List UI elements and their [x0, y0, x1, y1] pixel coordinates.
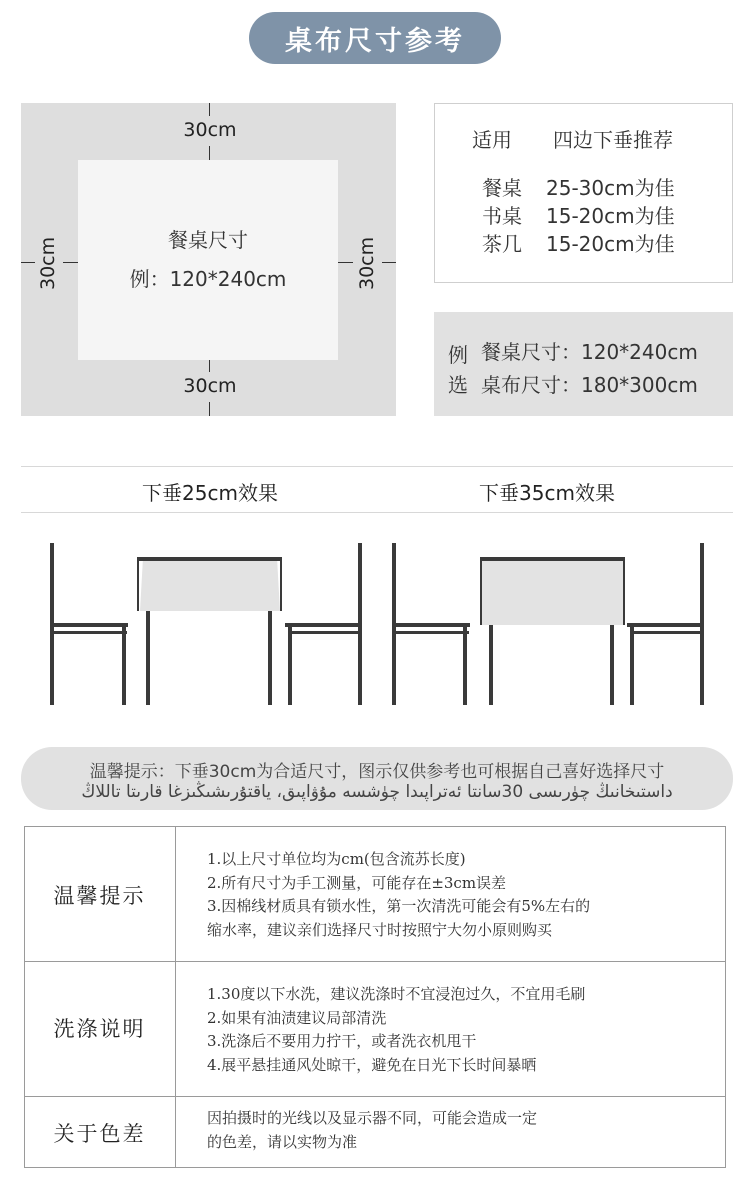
notes-line: 1.以上尺寸单位均为cm(包含流苏长度)	[207, 850, 466, 868]
table-top	[137, 557, 282, 561]
top-tick-lower	[209, 146, 210, 160]
top-margin-label: 30cm	[183, 119, 237, 141]
right-tick-inner	[338, 262, 353, 263]
drop-25-label: 下垂25cm效果	[142, 481, 278, 505]
recommend-header-apply: 适用	[472, 128, 512, 152]
notes-col-divider	[175, 826, 176, 1168]
notes-line: 4.展平悬挂通风处晾干，避免在日光下长时间暴晒	[207, 1055, 537, 1074]
example-cloth-size: 桌布尺寸：180*300cm	[481, 373, 698, 397]
notes-line: 2.如果有油渍建议局部清洗	[207, 1008, 387, 1027]
recommend-value: 15-20cm为佳	[546, 204, 675, 228]
notes-row-divider	[24, 961, 726, 962]
divider	[21, 512, 733, 513]
right-tick	[382, 262, 396, 263]
notes-line: 的色差，请以实物为准	[207, 1132, 358, 1151]
left-margin-label: 30cm	[37, 236, 59, 290]
recommend-value: 25-30cm为佳	[546, 176, 675, 200]
notes-line: 因拍摄时的光线以及显示器不同，可能会造成一定	[207, 1109, 538, 1127]
notes-tips-body	[207, 848, 590, 942]
cloth-edge	[480, 561, 482, 625]
tip-text-uyghur: داستىخانىڭ چۈرىسى 30سانتا ئەتراپىدا چۈشسە مۇۋاپىق، ياقتۇرىشىڭىزغا قارىتا تاللاڭ	[81, 782, 673, 802]
table-leg	[268, 611, 272, 705]
tip-text-chinese: 温馨提示：下垂30cm为合适尺寸，图示仅供参考也可根据自己喜好选择尺寸	[89, 762, 665, 782]
chair-rail	[396, 631, 469, 634]
example-table-size: 餐桌尺寸：120*240cm	[481, 340, 698, 364]
recommend-item: 书桌	[482, 204, 522, 228]
chair-rail	[288, 631, 358, 634]
cloth-edge	[137, 561, 139, 611]
chair-leg	[630, 627, 634, 705]
example-side-char: 选	[448, 373, 468, 397]
chair-seat	[627, 623, 704, 627]
notes-heading-washing: 洗涤说明	[53, 1017, 146, 1041]
left-tick	[21, 262, 35, 263]
table-leg	[489, 625, 493, 705]
recommend-value: 15-20cm为佳	[546, 232, 675, 256]
tablecloth-drop	[140, 561, 280, 611]
table-size-example: 例：120*240cm	[129, 267, 287, 291]
chair-seat	[285, 623, 362, 627]
chair-leg	[122, 627, 126, 705]
bottom-tick	[209, 360, 210, 372]
notes-line: 缩水率，建议亲们选择尺寸时按照宁大勿小原则购买	[207, 920, 553, 939]
left-tick-inner	[63, 262, 78, 263]
notes-line: 2.所有尺寸为手工测量，可能存在±3cm误差	[207, 873, 507, 892]
cloth-edge	[623, 561, 625, 625]
recommend-item: 餐桌	[482, 176, 522, 200]
chair-rail	[54, 631, 127, 634]
notes-color-body	[207, 1107, 537, 1154]
chair-leg	[288, 627, 292, 705]
notes-line: 3.洗涤后不要用力拧干，或者洗衣机甩干	[207, 1032, 477, 1050]
table-outline	[78, 160, 338, 360]
divider	[21, 466, 733, 467]
notes-washing-body	[207, 983, 585, 1077]
recommend-header-drop: 四边下垂推荐	[553, 128, 673, 152]
chair-rail	[630, 631, 700, 634]
top-tick	[209, 103, 210, 116]
notes-heading-tips: 温馨提示	[53, 884, 146, 908]
recommend-item: 茶几	[482, 232, 522, 256]
example-side-char: 例	[448, 343, 468, 367]
table-leg	[146, 611, 150, 705]
bottom-tick-lower	[209, 402, 210, 416]
bottom-margin-label: 30cm	[183, 375, 237, 397]
notes-line: 1.30度以下水洗，建议洗涤时不宜浸泡过久，不宜用毛刷	[207, 985, 586, 1003]
cloth-edge	[280, 561, 282, 611]
chair-seat	[392, 623, 470, 627]
notes-heading-color: 关于色差	[53, 1122, 146, 1146]
notes-row-divider	[24, 1096, 726, 1097]
right-margin-label: 30cm	[356, 236, 378, 290]
chair-leg	[463, 627, 467, 705]
chair-seat	[50, 623, 128, 627]
table-size-title: 餐桌尺寸	[168, 228, 248, 252]
notes-line: 3.因棉线材质具有锁水性，第一次清洗可能会有5%左右的	[207, 897, 591, 915]
page-title: 桌布尺寸参考	[249, 12, 501, 64]
drop-35-label: 下垂35cm效果	[479, 481, 615, 505]
table-leg	[610, 625, 614, 705]
tablecloth-drop	[482, 561, 623, 625]
